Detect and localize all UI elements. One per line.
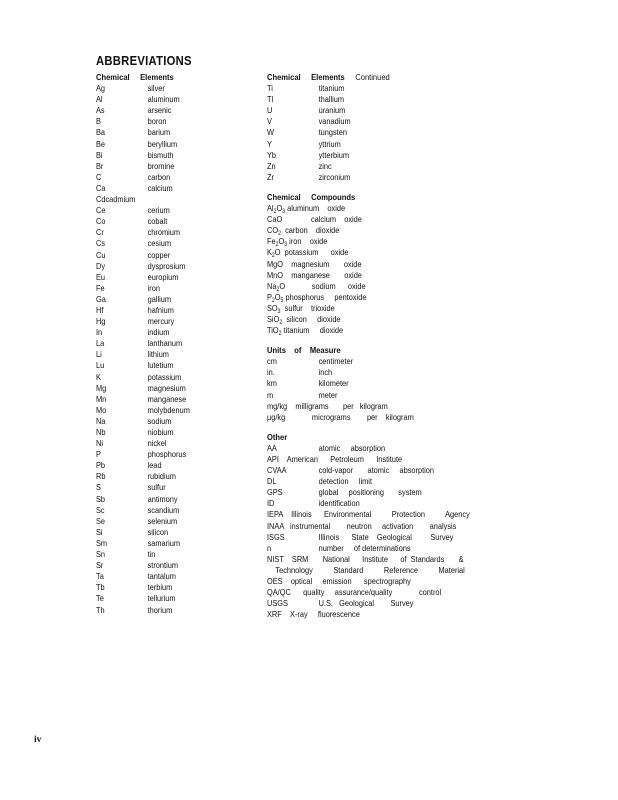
other-row: [267, 465, 465, 476]
element-row-meaning: titanium: [318, 83, 345, 94]
element-row: [96, 449, 234, 460]
element-row-meaning: tin: [147, 549, 156, 560]
element-row-meaning: scandium: [147, 504, 180, 515]
element-row-abbr: Ba: [96, 127, 106, 138]
element-row: [267, 127, 465, 138]
element-row-abbr: Mg: [96, 382, 107, 393]
element-row: [96, 438, 234, 449]
compound-row: $K_2O$ potassium oxide: [267, 247, 349, 260]
element-row-abbr: B: [96, 116, 101, 127]
element-row-meaning: phosphorus: [147, 449, 187, 460]
element-row-meaning: bismuth: [147, 149, 174, 160]
element-row: [96, 250, 234, 261]
element-row-meaning: lutetium: [147, 360, 174, 371]
element-row: [96, 83, 234, 94]
element-row-abbr: Zr: [267, 171, 274, 182]
element-row-abbr: Ti: [267, 83, 273, 94]
units-heading: Units of Measure: [267, 345, 341, 356]
unit-row: [267, 390, 465, 401]
element-row: [96, 494, 234, 505]
unit-row-meaning: kilometer: [318, 378, 349, 389]
element-row: [96, 294, 234, 305]
element-row: [96, 238, 234, 249]
unit-row-abbr: in.: [267, 367, 275, 378]
element-row: [96, 383, 234, 394]
element-row: [96, 527, 234, 538]
element-row-meaning: boron: [147, 116, 167, 127]
other-row-abbr: USGS: [267, 598, 288, 609]
unit-row: [267, 412, 465, 423]
element-row-text: Cdcadmium: [96, 194, 136, 205]
other-row-abbr: AA: [267, 442, 277, 453]
element-row: [96, 549, 234, 560]
element-row-abbr: Cs: [96, 238, 106, 249]
element-row: [267, 105, 465, 116]
element-row-abbr: Sn: [96, 549, 106, 560]
element-row: [96, 194, 234, 205]
compound-row: $P_2O_5$ phosphorus pentoxide: [267, 291, 367, 304]
compound-row: $Fe_2O_3$ iron oxide: [267, 236, 328, 249]
element-row: [96, 460, 234, 471]
element-row: [96, 127, 234, 138]
element-row-meaning: bromine: [147, 160, 175, 171]
element-row: [96, 360, 234, 371]
other-row-abbr: ID: [267, 498, 275, 509]
element-row-meaning: aluminum: [147, 94, 180, 105]
element-row: [96, 349, 234, 360]
unit-row: [267, 356, 465, 367]
other-row-abbr: DL: [267, 476, 277, 487]
element-row: [96, 172, 234, 183]
element-row-meaning: lead: [147, 460, 162, 471]
element-row: [267, 172, 465, 183]
other-row-meaning: global positioning system: [318, 487, 422, 498]
other-row-abbr: CVAA: [267, 465, 287, 476]
element-row: [96, 272, 234, 283]
other-row-meaning: U.S. Geological Survey: [318, 598, 414, 609]
other-row-text: IEPA Illinois Environmental Protection Agency: [267, 509, 470, 520]
element-row: [96, 405, 234, 416]
other-row: [267, 543, 465, 554]
element-row-meaning: cobalt: [147, 216, 168, 227]
other-row-meaning: Technology Standard Reference Material: [275, 564, 465, 575]
element-row-abbr: Al: [96, 94, 103, 105]
element-row-abbr: Pb: [96, 460, 106, 471]
other-row-text: XRF X-ray fluorescence: [267, 609, 360, 620]
element-row-meaning: chromium: [147, 227, 181, 238]
element-row-abbr: Si: [96, 526, 103, 537]
element-row-abbr: Sc: [96, 504, 105, 515]
other-row: [267, 598, 465, 609]
element-row-abbr: Ni: [96, 438, 103, 449]
element-row-abbr: Ta: [96, 571, 104, 582]
element-row-meaning: gallium: [147, 293, 172, 304]
element-row-meaning: mercury: [147, 316, 175, 327]
element-row-abbr: Ga: [96, 293, 106, 304]
element-row-abbr: Hf: [96, 304, 104, 315]
other-row: [267, 521, 465, 532]
element-row: [96, 327, 234, 338]
element-row-abbr: Br: [96, 160, 104, 171]
element-row-meaning: silver: [147, 83, 165, 94]
element-row-abbr: Sb: [96, 493, 106, 504]
element-row: [96, 505, 234, 516]
element-row-abbr: Lu: [96, 360, 105, 371]
element-row-meaning: indium: [147, 327, 170, 338]
element-row-abbr: Tl: [267, 94, 274, 105]
element-row: [267, 94, 465, 105]
element-row-abbr: Y: [267, 138, 272, 149]
element-row: [96, 471, 234, 482]
element-row: [96, 94, 234, 105]
other-heading: Other: [267, 431, 288, 442]
element-row-abbr: K: [96, 371, 101, 382]
element-row-abbr: U: [267, 105, 273, 116]
element-row: [267, 116, 465, 127]
other-row-abbr: GPS: [267, 487, 283, 498]
element-row-abbr: Yb: [267, 149, 277, 160]
element-row: [96, 338, 234, 349]
element-row: [96, 116, 234, 127]
right-column: [267, 72, 497, 620]
other-row-meaning: cold-vapor atomic absorption: [318, 465, 435, 476]
unit-row-meaning: meter: [318, 389, 338, 400]
unit-row-abbr: km: [267, 378, 277, 389]
element-row: [267, 150, 465, 161]
continued-label: Continued: [355, 72, 390, 82]
element-row-abbr: Li: [96, 349, 102, 360]
element-row-abbr: Ag: [96, 83, 106, 94]
element-row-meaning: vanadium: [318, 116, 351, 127]
element-row: [96, 593, 234, 604]
element-row: [96, 216, 234, 227]
compound-row: MgO magnesium oxide: [267, 258, 362, 269]
element-row-abbr: P: [96, 449, 101, 460]
compound-row: $Al_2O_3$ aluminum oxide: [267, 203, 346, 216]
elements-continued-heading: Chemical Elements Continued: [267, 72, 390, 82]
element-row-meaning: hafnium: [147, 304, 174, 315]
element-row-abbr: Ce: [96, 205, 106, 216]
element-row-abbr: Mo: [96, 404, 107, 415]
element-row-meaning: uranium: [318, 105, 346, 116]
element-row-meaning: terbium: [147, 582, 173, 593]
element-row-abbr: Cr: [96, 227, 104, 238]
element-row-meaning: niobium: [147, 427, 174, 437]
elements-column-left: [96, 72, 256, 616]
element-row-abbr: Nb: [96, 427, 106, 437]
element-row-meaning: magnesium: [147, 382, 186, 393]
element-row-meaning: calcium: [147, 182, 173, 193]
element-row-meaning: copper: [147, 249, 171, 260]
element-row-abbr: Dy: [96, 260, 106, 271]
element-row-abbr: C: [96, 171, 102, 182]
element-row-abbr: Se: [96, 515, 106, 526]
element-row-meaning: tantalum: [147, 571, 176, 582]
element-row-abbr: Sr: [96, 560, 104, 571]
element-row-meaning: europium: [147, 271, 179, 282]
element-row-meaning: tungsten: [318, 127, 347, 138]
element-row: [96, 372, 234, 383]
element-row-meaning: thallium: [318, 94, 345, 105]
element-row: [96, 283, 234, 294]
element-row-meaning: silicon: [147, 526, 169, 537]
other-row-text: NIST SRM National Institute of Standards &: [267, 553, 464, 564]
element-row-meaning: molybdenum: [147, 404, 190, 415]
element-row-meaning: samarium: [147, 537, 181, 548]
element-row-meaning: barium: [147, 127, 171, 138]
other-row: [267, 498, 465, 509]
compound-row: $CO_2$ carbon dioxide: [267, 225, 340, 238]
other-row-meaning: number of determinations: [318, 542, 411, 553]
other-row: [267, 565, 465, 576]
other-row-meaning: Illinois State Geological Survey: [318, 531, 454, 542]
element-row-abbr: Hg: [96, 316, 106, 327]
element-row-abbr: Bi: [96, 149, 103, 160]
other-row-text: QA/QC quality assurance/quality control: [267, 587, 442, 598]
element-row-abbr: W: [267, 127, 274, 138]
other-row-meaning: identification: [318, 498, 360, 509]
element-row-abbr: Te: [96, 593, 104, 604]
element-row: [96, 316, 234, 327]
compound-row: $SO_3$ sulfur trioxide: [267, 302, 335, 315]
unit-row-abbr: m: [267, 389, 274, 400]
element-row-abbr: S: [96, 482, 101, 493]
other-row: [267, 443, 465, 454]
element-row-meaning: zinc: [318, 160, 332, 171]
element-row: [96, 161, 234, 172]
element-row-abbr: Eu: [96, 271, 106, 282]
element-row-meaning: dysprosium: [147, 260, 186, 271]
element-row-meaning: ytterbium: [318, 149, 349, 160]
other-row: [267, 476, 465, 487]
compounds-heading: Chemical Compounds: [267, 191, 356, 202]
element-row: [96, 571, 234, 582]
other-row: [267, 509, 470, 520]
element-row-abbr: Tb: [96, 582, 105, 593]
element-row-meaning: potassium: [147, 371, 182, 382]
other-row: [267, 554, 465, 565]
other-row: [267, 454, 465, 465]
other-row: [267, 587, 465, 598]
element-row: [96, 560, 234, 571]
other-row-text: API American Petroleum Institute: [267, 454, 403, 464]
element-row-meaning: thorium: [147, 604, 173, 615]
element-row-abbr: Th: [96, 604, 105, 615]
other-row: [267, 487, 465, 498]
unit-row-text: µg/kg micrograms per kilogram: [267, 411, 414, 422]
element-row: [96, 582, 234, 593]
elements-heading: Chemical Elements: [96, 72, 174, 82]
element-row: [96, 305, 234, 316]
other-row-text: OES optical emission spectrography: [267, 576, 411, 587]
unit-row: [267, 401, 465, 412]
element-row-abbr: In: [96, 327, 103, 338]
page-title: ABBREVIATIONS: [96, 54, 192, 68]
compound-row: TiO$_2$ titanium dioxide: [267, 325, 344, 338]
other-row-abbr: ISGS: [267, 531, 285, 542]
element-row-meaning: lithium: [147, 349, 169, 360]
compound-row: SiO$_2$ silicon dioxide: [267, 313, 341, 326]
element-row-meaning: rubidium: [147, 471, 176, 482]
element-row-meaning: beryllium: [147, 138, 178, 149]
element-row-meaning: manganese: [147, 393, 187, 404]
element-row: [96, 416, 234, 427]
element-row: [96, 538, 234, 549]
element-row-meaning: cesium: [147, 238, 172, 249]
element-row-meaning: yttrium: [318, 138, 341, 149]
element-row-meaning: sodium: [147, 415, 172, 426]
element-row: [267, 83, 465, 94]
compound-row: CaO calcium oxide: [267, 214, 362, 225]
element-row-abbr: Fe: [96, 282, 105, 293]
element-row-abbr: La: [96, 338, 105, 349]
element-row: [96, 261, 234, 272]
element-row-meaning: antimony: [147, 493, 178, 504]
element-row-abbr: Zn: [267, 160, 276, 171]
element-row-meaning: sulfur: [147, 482, 166, 493]
element-row-abbr: Cu: [96, 249, 106, 260]
element-row: [267, 161, 465, 172]
element-row: [96, 394, 234, 405]
element-row-meaning: selenium: [147, 515, 178, 526]
element-row-meaning: nickel: [147, 438, 167, 449]
element-row-meaning: arsenic: [147, 105, 172, 116]
unit-row-abbr: cm: [267, 356, 277, 367]
element-row-meaning: strontium: [147, 560, 178, 571]
element-row-abbr: As: [96, 105, 105, 116]
element-row: [96, 516, 234, 527]
element-row-abbr: Be: [96, 138, 106, 149]
unit-row-meaning: inch: [318, 367, 333, 378]
page-number: iv: [34, 735, 42, 745]
element-row-abbr: Mn: [96, 393, 107, 404]
other-row: [267, 609, 465, 620]
element-row: [96, 482, 234, 493]
element-row: [96, 105, 234, 116]
other-row-meaning: detection limit: [318, 476, 373, 487]
element-row-abbr: Co: [96, 216, 106, 227]
element-row-meaning: cerium: [147, 205, 170, 216]
element-row-meaning: tellurium: [147, 593, 176, 604]
element-row: [96, 605, 234, 616]
element-row: [96, 150, 234, 161]
element-row-meaning: iron: [147, 282, 160, 293]
compound-row: $Na_2O$ sodium oxide: [267, 280, 366, 293]
element-row-abbr: Rb: [96, 471, 106, 482]
element-row: [96, 139, 234, 150]
other-row-text: INAA instrumental neutron activation analysis: [267, 520, 457, 531]
element-row-abbr: Sm: [96, 537, 108, 548]
other-row-meaning: atomic absorption: [318, 442, 386, 453]
other-row: [267, 532, 465, 543]
unit-row: [267, 378, 465, 389]
element-row-meaning: lanthanum: [147, 338, 183, 349]
element-row-abbr: Na: [96, 415, 106, 426]
element-row: [96, 227, 234, 238]
element-row-meaning: zirconium: [318, 171, 351, 182]
element-row-abbr: V: [267, 116, 272, 127]
unit-row: [267, 367, 465, 378]
other-row-abbr: n: [267, 542, 272, 553]
other-row-abbr: [267, 565, 275, 576]
unit-row-meaning: centimeter: [318, 356, 354, 367]
element-row-meaning: carbon: [147, 171, 171, 182]
element-row: [96, 427, 234, 438]
element-row: [96, 205, 234, 216]
element-row-abbr: Ca: [96, 182, 106, 193]
element-row: [267, 139, 465, 150]
other-row: [267, 576, 465, 587]
element-row: [96, 183, 234, 194]
unit-row-text: mg/kg milligrams per kilogram: [267, 400, 388, 411]
compound-row: MnO manganese oxide: [267, 269, 362, 280]
